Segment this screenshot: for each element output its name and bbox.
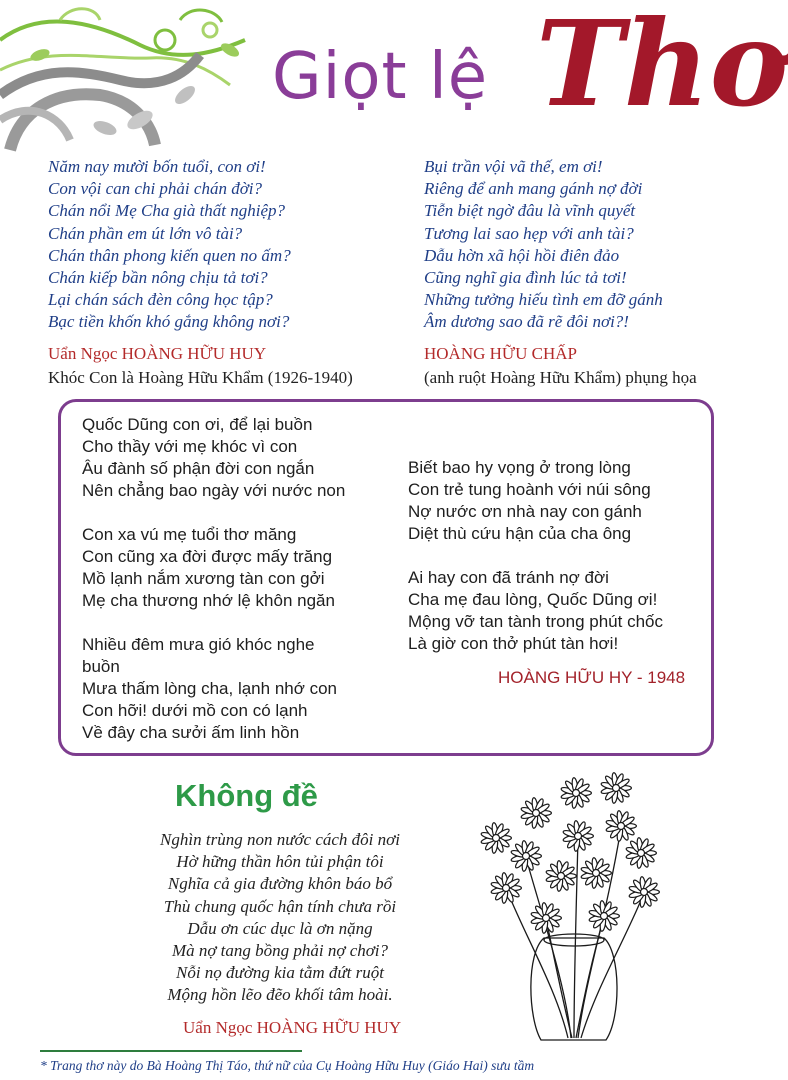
poem-right-author: HOÀNG HỮU CHẤP: [424, 344, 577, 363]
flower-head: [606, 810, 637, 841]
poem-line: Mộng vỡ tan tành trong phút chốc: [408, 612, 663, 631]
poem-line: Những tưởng hiếu tình em đỡ gánh: [424, 290, 663, 310]
poem-line: Nỗi nọ đường kia tằm đứt ruột: [175, 963, 384, 983]
poem-line: Âm dương sao đã rẽ đôi nơi?!: [424, 312, 629, 332]
footer-divider: [40, 1050, 302, 1052]
flower-head: [481, 822, 512, 853]
poem-line: Chán nổi Mẹ Cha già thất nghiệp?: [48, 201, 286, 221]
footnote: * Trang thơ này do Bà Hoàng Thị Táo, thứ nữ của Cụ Hoàng Hữu Huy (Giáo Hai) sưu tầm: [40, 1058, 535, 1073]
poem-line: Biết bao hy vọng ở trong lòng: [408, 458, 631, 477]
poem-line: Con vội can chi phải chán đời?: [48, 179, 262, 199]
flower-head: [511, 840, 542, 871]
flower-head: [626, 837, 657, 868]
flower-head: [521, 797, 552, 828]
poem-line: Dẫu hờn xã hội hồi điên đảo: [424, 245, 620, 265]
poem-line: Con xa vú mẹ tuổi thơ măng: [82, 525, 297, 544]
flower-head: [546, 860, 577, 891]
poem-line: Chán phần em út lớn vô tài?: [48, 223, 243, 243]
poem-left-lines: [48, 156, 291, 334]
poem-line: Con cũng xa đời được mấy trăng: [82, 547, 333, 566]
poem-line: Mẹ cha thương nhớ lệ khôn ngăn: [82, 591, 335, 610]
title-giot-le: Giọt lệ: [272, 40, 489, 114]
poem-line: Cha mẹ đau lòng, Quốc Dũng ơi!: [408, 590, 658, 609]
flower-head: [581, 857, 612, 888]
poem-line: Con trẻ tung hoành với núi sông: [408, 480, 651, 499]
poem-line: Bạc tiền khốn khó gắng không nơi?: [48, 312, 290, 332]
poem-line: Về đây cha sưởi ấm linh hồn: [82, 723, 300, 742]
poem-right-subtitle: (anh ruột Hoàng Hữu Khẩm) phụng họa: [424, 368, 697, 387]
poem-line: Cho thầy với mẹ khóc vì con: [82, 437, 298, 456]
poem-line: Bụi trần vội vã thế, em ơi!: [424, 157, 603, 176]
flower-head: [589, 900, 620, 931]
poem-line: Quốc Dũng con ơi, để lại buồn: [82, 415, 313, 434]
poem-line: Dẫu ơn cúc dục là ơn nặng: [187, 918, 373, 938]
flower-head: [531, 902, 562, 933]
poem-line: Mồ lạnh nắm xương tàn con gởi: [82, 569, 325, 588]
poem-line: Tương lai sao hẹp với anh tài?: [424, 223, 634, 243]
flower-head: [561, 777, 592, 808]
bottom-poem-title: Không đề: [175, 778, 318, 813]
poem-line: Lại chán sách đèn công học tập?: [48, 290, 273, 310]
swirl-vine-decoration: [0, 0, 260, 160]
poem-line: Tiễn biệt ngờ đâu là vĩnh quyết: [424, 201, 636, 221]
poem-line: buồn: [82, 657, 120, 676]
poem-line: Nghĩa cả gia đường khôn báo bổ: [167, 874, 393, 894]
poem-line: Con hỡi! dưới mồ con có lạnh: [82, 701, 308, 720]
flower-vase-illustration: [466, 768, 676, 1048]
poem-left-author: Uẩn Ngọc HOÀNG HỮU HUY: [48, 344, 267, 363]
poem-line: Mộng hồn lẽo đẽo khối tâm hoài.: [167, 985, 393, 1005]
poem-line: Là giờ con thở phút tàn hơi!: [408, 634, 619, 653]
flower-head: [601, 772, 632, 803]
box-poem-left-column: [82, 414, 345, 744]
poem-line: Nhiều đêm mưa gió khóc nghe: [82, 635, 315, 654]
poem-right-lines: [424, 156, 663, 334]
bottom-poem-author: Uẩn Ngọc HOÀNG HỮU HUY: [183, 1018, 402, 1037]
poem-line: Chán kiếp bần nông chịu tả tơi?: [48, 267, 268, 287]
poem-line: Thù chung quốc hận tính chưa rồi: [163, 896, 397, 916]
poem-line: Nên chẳng bao ngày với nước non: [82, 481, 346, 500]
poem-line: Cũng nghĩ gia đình lúc tả tơi!: [424, 267, 627, 287]
poem-line: Diệt thù cứu hận của cha ông: [408, 524, 632, 543]
poem-line: Âu đành số phận đời con ngắn: [82, 459, 315, 478]
poem-line: Năm nay mười bốn tuổi, con ơi!: [48, 157, 266, 176]
flower-head: [629, 876, 660, 907]
flower-head: [563, 820, 594, 851]
flower-head: [491, 872, 522, 903]
poem-line: Nghìn trùng non nước cách đôi nơi: [160, 830, 400, 849]
box-poem-author: HOÀNG HỮU HY - 1948: [498, 668, 686, 687]
poem-line: Chán thân phong kiến quen no ấm?: [48, 245, 291, 265]
poem-left-subtitle: Khóc Con là Hoàng Hữu Khẩm (1926-1940): [48, 368, 353, 387]
poem-line: Ai hay con đã tránh nợ đời: [408, 568, 609, 587]
box-poem-right-column: [408, 457, 663, 655]
poem-line: Mưa thấm lòng cha, lạnh nhớ con: [82, 679, 338, 698]
poem-line: Riêng để anh mang gánh nợ đời: [424, 179, 643, 199]
title-tho: Thơ: [536, 0, 788, 133]
poem-line: Nợ nước ơn nhà nay con gánh: [408, 502, 642, 521]
poem-line: Mà nợ tang bồng phải nợ chơi?: [171, 940, 389, 960]
bottom-poem-lines: [88, 829, 472, 1007]
poem-line: Hờ hững thần hôn tủi phận tôi: [176, 852, 384, 872]
